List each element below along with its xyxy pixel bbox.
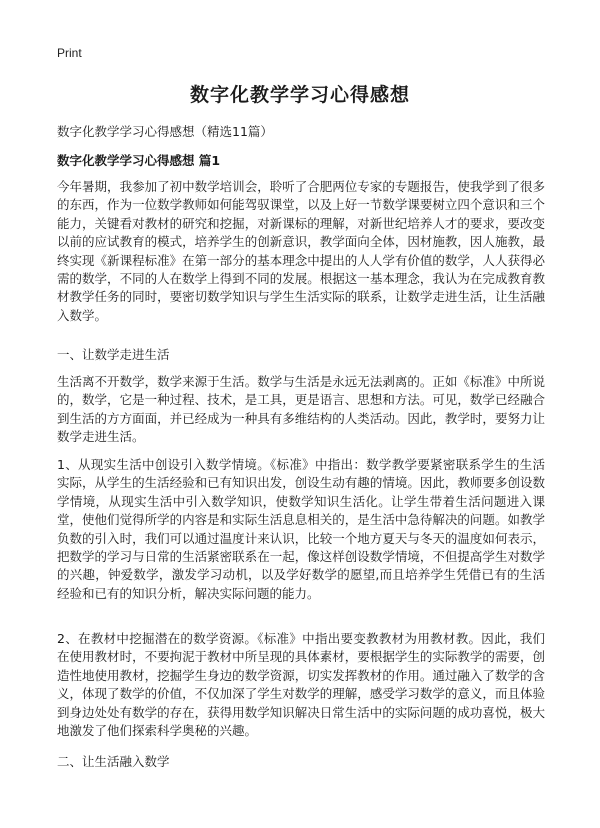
paragraph-intro: 今年暑期，我参加了初中数学培训会，聆听了合肥两位专家的专题报告，使我学到了很多的东西，作为一位数学教师如何能驾驭课堂，以及上好一节数学课要树立四个意识和三个能力，关键看对教材的研究和挖掘，对新课标的理解，对新世纪培养人才的要求，要改变以前的应试教育的模式，培养学生的创新意识，教学面向全体，因材施教，因人施教，最终实现《新课程标准》在第一部分的基本理念中提出的人人学有价值的数学，人人获得必需的数学，不同的人在数学上得到不同的发展。根据这一基本理念，我认为在完成教育教材教学任务的同时，要密切数学知识与学生生活实际的联系，让数学走进生活，让生活融入数学。 xyxy=(57,179,545,323)
page-title: 数字化教学学习心得感想 xyxy=(189,84,410,106)
heading-part-two: 二、让生活融入数学 xyxy=(57,754,170,769)
paragraph-point-one: 1、从现实生活中创设引入数学情境。《标准》中指出：数学教学要紧密联系学生的生活实际，从学生的生活经验和已有知识出发，创设生动有趣的情境。因此，教师要多创设数学情境，从现实生活中引入数学知识，使数学知识生活化。让学生带着生活问题进入课堂，使他们觉得所学的内容是和实际生活息息相关的，是生活中急待解决的问题。如教学负数的引入时，我们可以通过温度计来认识，比较一个地方夏天与冬天的温度如何表示，把数学的学习与日常的生活紧密联系在一起，像这样创设数学情境，不但提高学生对数学的兴趣，钟爱数学，激发学习动机，以及学好数学的愿望,而且培养学生凭借已有的生活经验和已有的知识分析，解决实际问题的能力。 xyxy=(57,457,545,601)
heading-part-one: 一、让数学走进生活 xyxy=(57,347,170,362)
print-label: Print xyxy=(57,46,82,60)
paragraph-point-two: 2、在教材中挖掘潜在的数学资源。《标准》中指出要变教教材为用教材教。因此，我们在使用教材时，不要拘泥于教材中所呈现的具体素材，要根据学生的实际教学的需要，创造性地使用教材，挖掘学生身边的数学资源，切实发挥教材的作用。通过融入了数学的含义，体现了数学的价值，不仅加深了学生对数学的理解，感受学习数学的意义，而且体验到身边处处有数学的存在，获得用数学知识解决日常生活中的实际问题的成功喜悦，极大地激发了他们探索科学奥秘的兴趣。 xyxy=(57,631,545,739)
paragraph-life-math: 生活离不开数学，数学来源于生活。数学与生活是永远无法剥离的。正如《标准》中所说的，数学，它是一种过程、技术，是工具，更是语言、思想和方法。可见，数学已经融合到生活的方方面面，并已经成为一种具有多维结构的人类活动。因此，教学时，要努力让数学走进生活。 xyxy=(57,374,545,445)
section-title: 数字化教学学习心得感想 篇1 xyxy=(57,153,221,168)
document-subtitle: 数字化教学学习心得感想（精选11篇） xyxy=(57,124,273,139)
